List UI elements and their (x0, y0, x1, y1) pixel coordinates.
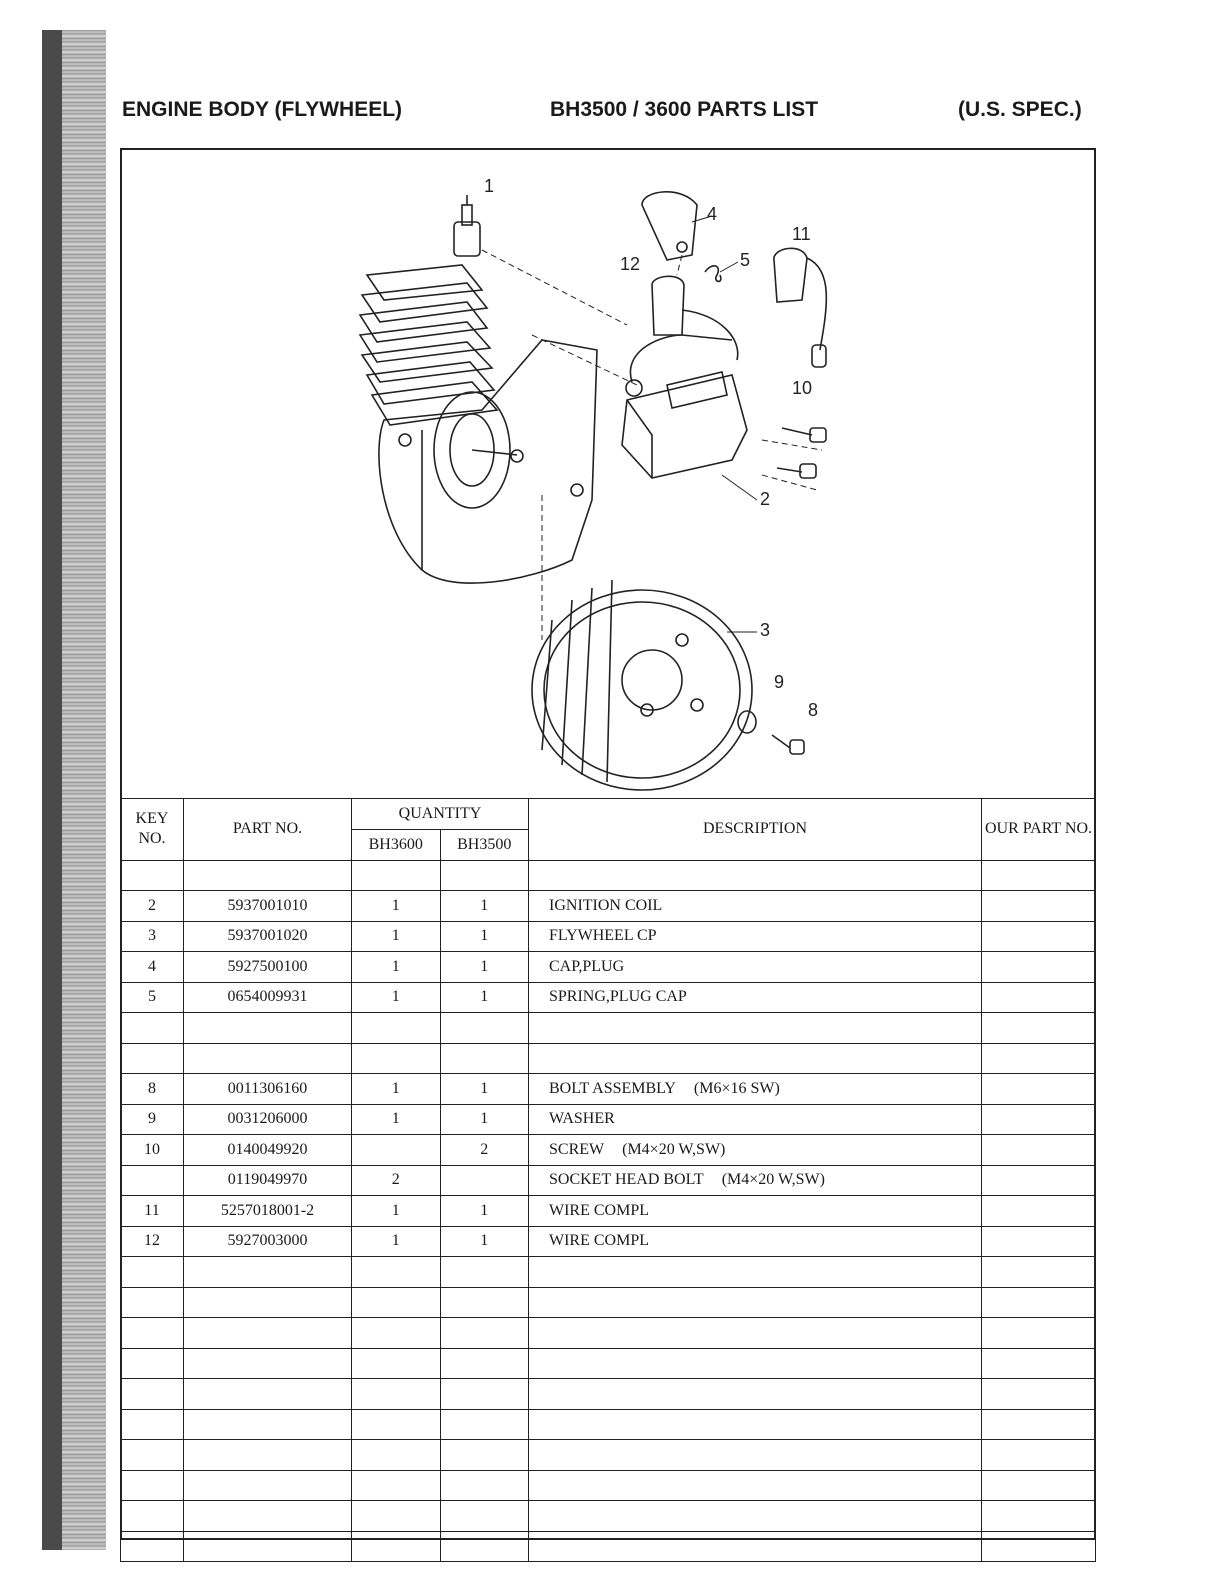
qty-bh3500-cell (440, 1409, 529, 1440)
key-no-cell (121, 1470, 184, 1501)
section-title: ENGINE BODY (FLYWHEEL) (122, 98, 403, 121)
parts-list-title: BH3500 / 3600 PARTS LIST (550, 98, 819, 121)
description-text: IGNITION COIL (549, 896, 663, 914)
our-part-no-cell (982, 860, 1096, 891)
part-no-cell (184, 1013, 352, 1044)
cylinder-fins (360, 265, 497, 425)
description-cell (529, 1074, 982, 1105)
qty-bh3600-cell (352, 1470, 441, 1501)
description-cell (529, 1501, 982, 1532)
description-cell (529, 891, 982, 922)
qty-bh3500-cell: 2 (440, 1135, 529, 1166)
part-no-cell (184, 1348, 352, 1379)
col-qty-bh3600: BH3600 (352, 830, 441, 861)
description-spec: (M6×16 SW) (693, 1079, 780, 1097)
description-text: BOLT ASSEMBLY (549, 1079, 676, 1097)
qty-bh3500-cell (440, 1287, 529, 1318)
key-no-cell (121, 1440, 184, 1471)
callout-4: 4 (707, 204, 718, 224)
description-text: WASHER (549, 1110, 615, 1128)
qty-bh3600-cell (352, 860, 441, 891)
qty-bh3500-cell (440, 1379, 529, 1410)
part-no-cell: 0140049920 (184, 1135, 352, 1166)
col-part-no: PART NO. (184, 799, 352, 861)
parts-table (120, 798, 1096, 1562)
spark-plug (454, 195, 480, 256)
key-no-cell: 12 (121, 1226, 184, 1257)
table-row (121, 921, 1096, 952)
our-part-no-cell (982, 1043, 1096, 1074)
key-no-cell (121, 1257, 184, 1288)
col-our-part-no: OUR PART NO. (982, 799, 1096, 861)
key-no-cell (121, 1013, 184, 1044)
description-cell (529, 1348, 982, 1379)
qty-bh3600-cell (352, 1135, 441, 1166)
key-no-cell: 10 (121, 1135, 184, 1166)
flywheel (532, 580, 752, 790)
part-no-cell: 0011306160 (184, 1074, 352, 1105)
qty-bh3600-cell (352, 1531, 441, 1562)
key-no-cell: 3 (121, 921, 184, 952)
key-no-cell (121, 1165, 184, 1196)
description-cell (529, 1318, 982, 1349)
qty-bh3500-cell (440, 1165, 529, 1196)
qty-bh3600-cell (352, 1440, 441, 1471)
description-cell (529, 1257, 982, 1288)
part-no-cell (184, 1531, 352, 1562)
key-no-cell (121, 860, 184, 891)
qty-bh3600-cell: 1 (352, 1074, 441, 1105)
our-part-no-cell (982, 1531, 1096, 1562)
description-cell (529, 1226, 982, 1257)
key-no-cell: 5 (121, 982, 184, 1013)
callout-3: 3 (760, 620, 771, 640)
description-cell (529, 1135, 982, 1166)
description-cell (529, 860, 982, 891)
qty-bh3600-cell (352, 1257, 441, 1288)
table-row (121, 891, 1096, 922)
description-text: SCREW (549, 1140, 605, 1158)
table-row (121, 1348, 1096, 1379)
qty-bh3500-cell (440, 1531, 529, 1562)
part-no-cell: 0654009931 (184, 982, 352, 1013)
table-row (121, 1379, 1096, 1410)
col-description: DESCRIPTION (529, 799, 982, 861)
table-row (121, 1043, 1096, 1074)
table-row (121, 1226, 1096, 1257)
key-no-cell (121, 1409, 184, 1440)
table-row (121, 1440, 1096, 1471)
description-text: FLYWHEEL CP (549, 927, 657, 945)
description-cell (529, 1196, 982, 1227)
qty-bh3600-cell (352, 1318, 441, 1349)
qty-bh3500-cell (440, 1257, 529, 1288)
our-part-no-cell (982, 1257, 1096, 1288)
table-row (121, 1318, 1096, 1349)
table-row (121, 1409, 1096, 1440)
part-no-cell (184, 1257, 352, 1288)
key-no-cell: 9 (121, 1104, 184, 1135)
our-part-no-cell (982, 1470, 1096, 1501)
part-no-cell (184, 1318, 352, 1349)
our-part-no-cell (982, 1287, 1096, 1318)
callout-10: 10 (792, 378, 813, 398)
part-no-cell: 0031206000 (184, 1104, 352, 1135)
our-part-no-cell (982, 1318, 1096, 1349)
qty-bh3600-cell: 2 (352, 1165, 441, 1196)
page-header (122, 98, 1117, 130)
description-cell (529, 1104, 982, 1135)
key-no-cell (121, 1318, 184, 1349)
col-qty-bh3500: BH3500 (440, 830, 529, 861)
qty-bh3500-cell (440, 1013, 529, 1044)
qty-bh3500-cell (440, 1348, 529, 1379)
plug-cap (642, 192, 697, 260)
our-part-no-cell (982, 1165, 1096, 1196)
key-no-cell: 2 (121, 891, 184, 922)
description-cell (529, 1470, 982, 1501)
description-spec: (M4×20 W,SW) (721, 1171, 825, 1189)
our-part-no-cell (982, 1348, 1096, 1379)
our-part-no-cell (982, 1074, 1096, 1105)
description-cell (529, 1287, 982, 1318)
parts-table-container (120, 798, 1096, 1562)
qty-bh3500-cell (440, 860, 529, 891)
qty-bh3600-cell (352, 1287, 441, 1318)
our-part-no-cell (982, 921, 1096, 952)
callout-8: 8 (808, 700, 819, 720)
diagram-svg (122, 150, 1094, 798)
description-text: WIRE COMPL (549, 1232, 649, 1250)
wire-compl-12 (652, 276, 738, 360)
qty-bh3600-cell (352, 1043, 441, 1074)
col-quantity: QUANTITY (352, 799, 529, 830)
qty-bh3600-cell: 1 (352, 1196, 441, 1227)
callout-9: 9 (774, 672, 785, 692)
key-no-cell: 8 (121, 1074, 184, 1105)
table-row (121, 860, 1096, 891)
key-no-cell: 4 (121, 952, 184, 983)
our-part-no-cell (982, 891, 1096, 922)
our-part-no-cell (982, 982, 1096, 1013)
key-no-cell (121, 1501, 184, 1532)
description-cell (529, 1043, 982, 1074)
table-row (121, 1165, 1096, 1196)
qty-bh3500-cell: 1 (440, 891, 529, 922)
table-row (121, 1196, 1096, 1227)
part-no-cell: 5927003000 (184, 1226, 352, 1257)
qty-bh3500-cell (440, 1470, 529, 1501)
part-no-cell (184, 1287, 352, 1318)
qty-bh3500-cell: 1 (440, 1074, 529, 1105)
table-row (121, 982, 1096, 1013)
part-no-cell (184, 1440, 352, 1471)
description-cell (529, 1013, 982, 1044)
our-part-no-cell (982, 1013, 1096, 1044)
our-part-no-cell (982, 1440, 1096, 1471)
description-cell (529, 921, 982, 952)
plug-cap-spring (705, 266, 721, 282)
qty-bh3600-cell (352, 1409, 441, 1440)
table-row (121, 1531, 1096, 1562)
table-row (121, 1501, 1096, 1532)
part-no-cell (184, 1043, 352, 1074)
qty-bh3600-cell: 1 (352, 982, 441, 1013)
part-no-cell: 0119049970 (184, 1165, 352, 1196)
qty-bh3500-cell: 1 (440, 1104, 529, 1135)
scan-edge-dark (42, 30, 62, 1550)
callout-11: 11 (792, 224, 811, 244)
table-row (121, 952, 1096, 983)
crankcase (379, 340, 597, 583)
description-spec: (M4×20 W,SW) (622, 1140, 726, 1158)
qty-bh3500-cell (440, 1318, 529, 1349)
our-part-no-cell (982, 1135, 1096, 1166)
col-key-no: KEY NO. (121, 799, 184, 861)
description-text: WIRE COMPL (549, 1201, 649, 1219)
qty-bh3500-cell (440, 1440, 529, 1471)
description-cell (529, 1531, 982, 1562)
part-no-cell: 5937001020 (184, 921, 352, 952)
table-row (121, 1104, 1096, 1135)
qty-bh3600-cell (352, 1013, 441, 1044)
qty-bh3600-cell (352, 1501, 441, 1532)
qty-bh3500-cell: 1 (440, 982, 529, 1013)
table-row (121, 1074, 1096, 1105)
qty-bh3500-cell: 1 (440, 1226, 529, 1257)
coil-screws (777, 428, 826, 478)
key-no-cell (121, 1287, 184, 1318)
part-no-cell (184, 1409, 352, 1440)
our-part-no-cell (982, 1379, 1096, 1410)
qty-bh3600-cell: 1 (352, 921, 441, 952)
our-part-no-cell (982, 1409, 1096, 1440)
key-no-cell: 11 (121, 1196, 184, 1227)
description-cell (529, 952, 982, 983)
wire-compl-11 (774, 248, 826, 367)
part-no-cell (184, 1470, 352, 1501)
callout-labels (484, 176, 818, 720)
spec-label: (U.S. SPEC.) (958, 98, 1082, 121)
qty-bh3600-cell: 1 (352, 1104, 441, 1135)
part-no-cell: 5257018001-2 (184, 1196, 352, 1227)
our-part-no-cell (982, 1226, 1096, 1257)
qty-bh3600-cell: 1 (352, 891, 441, 922)
callout-5: 5 (740, 250, 751, 270)
part-no-cell (184, 1379, 352, 1410)
callout-1: 1 (484, 176, 495, 196)
our-part-no-cell (982, 1501, 1096, 1532)
description-cell (529, 1165, 982, 1196)
part-no-cell: 5927500100 (184, 952, 352, 983)
description-cell (529, 1379, 982, 1410)
description-cell (529, 1440, 982, 1471)
description-text: SPRING,PLUG CAP (549, 988, 687, 1006)
description-text: CAP,PLUG (549, 957, 625, 975)
part-no-cell (184, 1501, 352, 1532)
our-part-no-cell (982, 1104, 1096, 1135)
part-no-cell: 5937001010 (184, 891, 352, 922)
description-text: SOCKET HEAD BOLT (549, 1171, 704, 1189)
qty-bh3500-cell (440, 1043, 529, 1074)
table-header-row-1 (121, 799, 1096, 830)
callout-12: 12 (620, 254, 641, 274)
table-row (121, 1135, 1096, 1166)
ignition-coil (622, 335, 747, 478)
key-no-cell (121, 1531, 184, 1562)
key-no-cell (121, 1379, 184, 1410)
table-row (121, 1470, 1096, 1501)
table-row (121, 1013, 1096, 1044)
qty-bh3500-cell (440, 1501, 529, 1532)
qty-bh3600-cell (352, 1348, 441, 1379)
qty-bh3500-cell: 1 (440, 1196, 529, 1227)
part-no-cell (184, 860, 352, 891)
table-row (121, 1287, 1096, 1318)
description-cell (529, 1409, 982, 1440)
callout-2: 2 (760, 489, 771, 509)
description-cell (529, 982, 982, 1013)
our-part-no-cell (982, 1196, 1096, 1227)
table-row (121, 1257, 1096, 1288)
qty-bh3500-cell: 1 (440, 952, 529, 983)
key-no-cell (121, 1348, 184, 1379)
key-no-cell (121, 1043, 184, 1074)
qty-bh3500-cell: 1 (440, 921, 529, 952)
parts-table-body (121, 860, 1096, 1562)
qty-bh3600-cell: 1 (352, 1226, 441, 1257)
our-part-no-cell (982, 952, 1096, 983)
qty-bh3600-cell: 1 (352, 952, 441, 983)
callout-leaders (692, 216, 757, 632)
exploded-parts-diagram (122, 150, 1094, 798)
qty-bh3600-cell (352, 1379, 441, 1410)
